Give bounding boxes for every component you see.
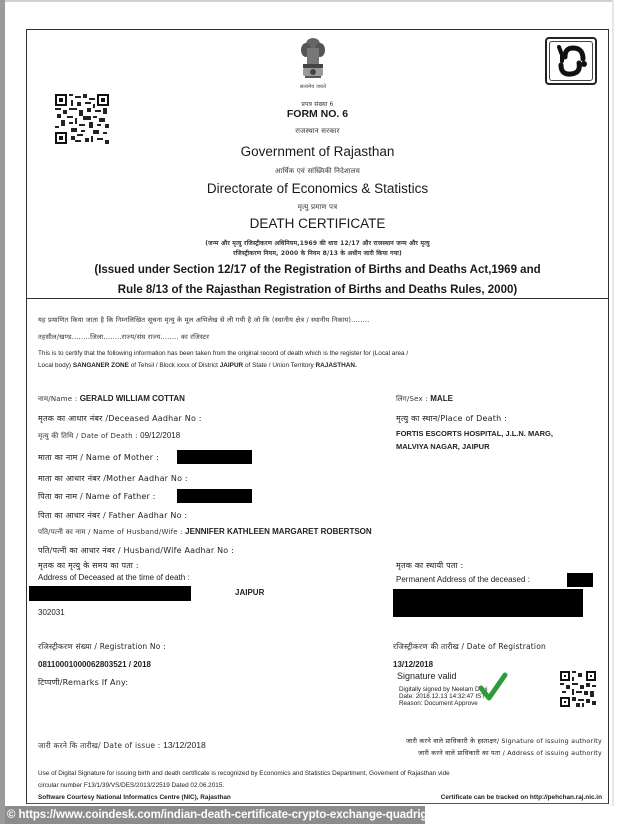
date-of-issue: 13/12/2018	[163, 740, 206, 750]
date-of-issue-field: जारी करने कि तारीख/ Date of issue : 13/12/2018	[38, 740, 206, 750]
directorate-name: Directorate of Economics & Statistics	[206, 181, 429, 196]
government-hindi: राजस्थान सरकार	[295, 127, 340, 135]
digital-signature-note-2: circular number F13/1/39/VS/DES/2013/22519 Dated 02.06.2015.	[38, 782, 225, 789]
mother-aadhar-label: माता का आधार नंबर /Mother Aadhar No :	[38, 474, 188, 483]
redacted-mother-name	[177, 450, 252, 464]
certify-english-2: Local body) SANGANER ZONE of Tehsil / Block xxxx of District JAIPUR of State / Union Territory RAJASTHAN.	[38, 362, 357, 369]
redacted-address-at-death	[29, 586, 191, 601]
place-of-death-line-1: FORTIS ESCORTS HOSPITAL, J.L.N. MARG,	[396, 429, 553, 438]
spouse-name: JENNIFER KATHLEEN MARGARET ROBERTSON	[185, 527, 372, 536]
father-aadhar-label: पिता का आधार नंबर / Father Aadhar No :	[38, 511, 188, 520]
deceased-name: GERALD WILLIAM COTTAN	[79, 394, 185, 403]
local-body: SANGANER ZONE	[72, 362, 129, 369]
address-at-death-hindi: मृतक का मृत्यु के समय का पता :	[38, 561, 139, 570]
form-number-hindi: प्रपत्र संख्या 6	[301, 101, 334, 108]
tracking-note: Certificate can be tracked on http://pehchan.raj.nic.in	[440, 794, 602, 801]
page-right-edge	[612, 0, 614, 806]
signature-status: Signature valid	[397, 671, 457, 681]
spouse-name-field: पति/पत्नी का नाम / Name of Husband/Wife : JENNIFER KATHLEEN MARGARET ROBERTSON	[38, 527, 372, 536]
redacted-father-name	[177, 489, 252, 503]
form-number: FORM NO. 6	[286, 108, 349, 120]
government-name: Government of Rajasthan	[240, 144, 395, 159]
national-emblem-icon	[295, 36, 331, 94]
issued-under-line-2: Rule 8/13 of the Rajasthan Registration of Births and Deaths Rules, 2000)	[117, 284, 518, 296]
district: JAIPUR	[219, 362, 244, 369]
signature-of-issuing-authority: जारी करने वाले प्राधिकारी के हस्ताक्षर/ Signature of issuing authority	[406, 737, 602, 745]
digital-signature-note-1: Use of Digital Signature for issuing birth and death certificate is recognized by Economics and Statistics Department, Govement of Rajasthan vide	[38, 770, 450, 777]
state: RAJASTHAN.	[315, 362, 357, 369]
address-at-death-pin: 302031	[38, 608, 65, 617]
redacted-permanent-address-2	[393, 589, 583, 617]
source-credit: © https://www.coindesk.com/indian-death-certificate-crypto-exchange-quadrigacx-death	[5, 806, 425, 824]
page-top-edge	[5, 0, 612, 2]
certify-english-1: This is to certify that the following information has been taken from the original record of death which is the register for (Local area /	[38, 350, 409, 357]
certificate-title: DEATH CERTIFICATE	[249, 216, 386, 231]
address-of-issuing-authority: जारी करने वाले प्राधिकारी का पता / Address of issuing authority	[417, 749, 602, 757]
emblem-motto: सत्यमेव जयते	[299, 84, 327, 90]
certificate-title-hindi: मृत्यु प्रमाण पत्र	[297, 203, 338, 211]
issued-under-hindi-2: रजिस्ट्रीकरण नियम, 2000 के नियम 8/13 के अधीन जारी किया गया)	[233, 250, 402, 257]
issued-under-line-1: (Issued under Section 12/17 of the Registration of Births and Deaths Act,1969 and	[94, 264, 541, 276]
signature-valid-check-icon	[478, 672, 508, 702]
address-at-death-label: Address of Deceased at the time of death :	[38, 573, 190, 582]
qr-code-signature	[560, 671, 596, 707]
certify-hindi-1: यह प्रमाणित किया जाता है कि निम्नलिखित सूचना मृत्यु के मूल अभिलेख से ली गयी है जो कि (स्थानीय क्षेत्र / स्थानीय निकाय)........	[38, 316, 370, 324]
place-of-death-line-2: MALVIYA NAGAR, JAIPUR	[396, 442, 490, 451]
signature-details: Digitally signed by Neelam Devi Date: 2018.12.13 14:32:47 IST Reason: Document Approve	[399, 686, 488, 707]
redacted-permanent-address-1	[567, 573, 593, 587]
certify-hindi-2: तहसील/खण्ड........जिला........राज्य/संघ राज्य........ का रजिस्टर	[38, 333, 210, 341]
place-of-death-label: मृत्यु का स्थान/Place of Death :	[396, 414, 508, 423]
registration-date-label: रजिस्ट्रीकरण की तारीख / Date of Registration	[393, 642, 546, 651]
header-divider	[27, 298, 608, 299]
directorate-hindi: आर्थिक एवं सांख्यिकी निदेशालय	[275, 167, 360, 175]
permanent-address-hindi: मृतक का स्थायी पता :	[396, 561, 464, 570]
directorate-logo-icon	[545, 37, 597, 85]
sex: MALE	[430, 394, 453, 403]
father-name-label: पिता का नाम / Name of Father :	[38, 492, 156, 501]
deceased-name-field: नाम/Name : GERALD WILLIAM COTTAN	[38, 394, 185, 403]
deceased-aadhar-label: मृतक का आधार नंबर /Deceased Aadhar No :	[38, 414, 202, 423]
date-of-death-field: मृत्यु की तिथि / Date of Death : 09/12/2018	[38, 431, 181, 440]
software-courtesy: Software Courtesy National Informatics Centre (NIC), Rajasthan	[38, 794, 231, 801]
address-at-death-city: JAIPUR	[235, 588, 265, 597]
date-of-death: 09/12/2018	[140, 431, 181, 440]
page-left-edge	[0, 0, 5, 824]
registration-number: 08110001000062803521 / 2018	[38, 660, 152, 669]
registration-number-label: रजिस्ट्रीकरण संख्या / Registration No :	[38, 642, 166, 651]
permanent-address-label: Permanent Address of the deceased :	[396, 575, 530, 584]
mother-name-label: माता का नाम / Name of Mother :	[38, 453, 159, 462]
spouse-aadhar-label: पति/पत्नी का आधार नंबर / Husband/Wife Aadhar No :	[38, 546, 235, 555]
sex-field: लिंग/Sex : MALE	[396, 394, 453, 403]
issued-under-hindi-1: (जन्म और मृत्यु रजिस्ट्रीकरण अधिनियम,1969 की धारा 12/17 और राजस्थान जन्म और मृत्यु	[205, 240, 430, 247]
registration-date: 13/12/2018	[393, 660, 434, 669]
death-certificate	[26, 29, 609, 804]
remarks-label: टिप्पणी/Remarks If Any:	[38, 678, 129, 687]
